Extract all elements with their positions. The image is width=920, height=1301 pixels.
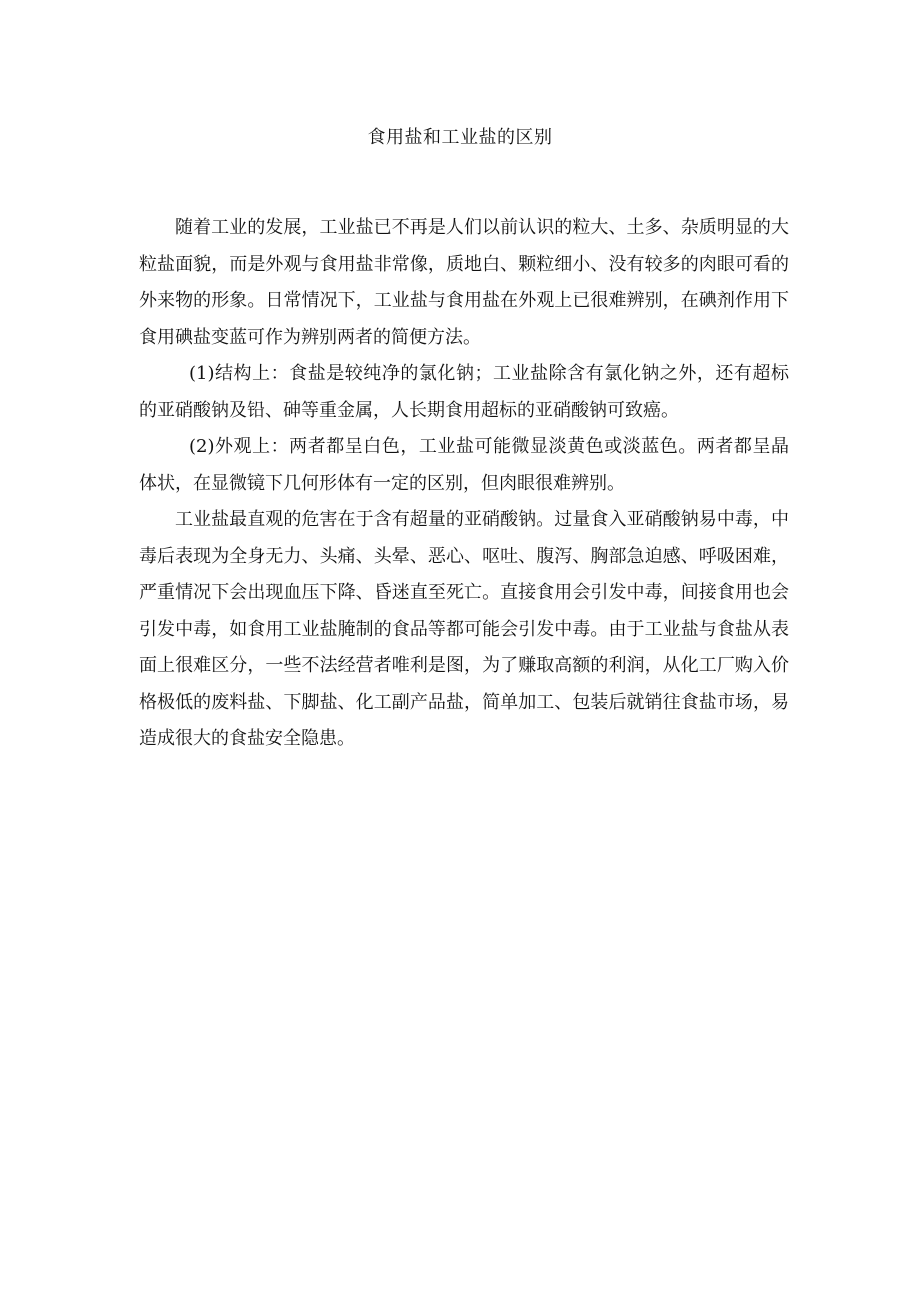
- paragraph-structure: (1)结构上：食盐是较纯净的氯化钠；工业盐除含有氯化钠之外，还有超标的亚硝酸钠及铅、砷等重金属，人长期食用超标的亚硝酸钠可致癌。: [139, 363, 789, 421]
- paragraph-appearance: (2)外观上：两者都呈白色，工业盐可能微显淡黄色或淡蓝色。两者都呈晶体状，在显微镜下几何形体有一定的区别，但肉眼很难辨别。: [139, 436, 789, 494]
- paragraph-intro: 随着工业的发展，工业盐已不再是人们以前认识的粒大、土多、杂质明显的大粒盐面貌，而是外观与食用盐非常像，质地白、颗粒细小、没有较多的肉眼可看的外来物的形象。日常情况下，工业盐与食用盐在外观上已很难辨别，在碘剂作用下食用碘盐变蓝可作为辨别两者的简便方法。: [139, 217, 789, 348]
- document-title: 食用盐和工业盐的区别: [367, 127, 553, 148]
- document-body: [139, 210, 789, 758]
- paragraph-hazards: 工业盐最直观的危害在于含有超量的亚硝酸钠。过量食入亚硝酸钠易中毒，中毒后表现为全身无力、头痛、头晕、恶心、呕吐、腹泻、胸部急迫感、呼吸困难，严重情况下会出现血压下降、昏迷直至死亡。直接食用会引发中毒，间接食用也会引发中毒，如食用工业盐腌制的食品等都可能会引发中毒。由于工业盐与食盐从表面上很难区分，一些不法经营者唯利是图，为了赚取高额的利润，从化工厂购入价格极低的废料盐、下脚盐、化工副产品盐，简单加工、包装后就销往食盐市场，易造成很大的食盐安全隐患。: [139, 509, 789, 749]
